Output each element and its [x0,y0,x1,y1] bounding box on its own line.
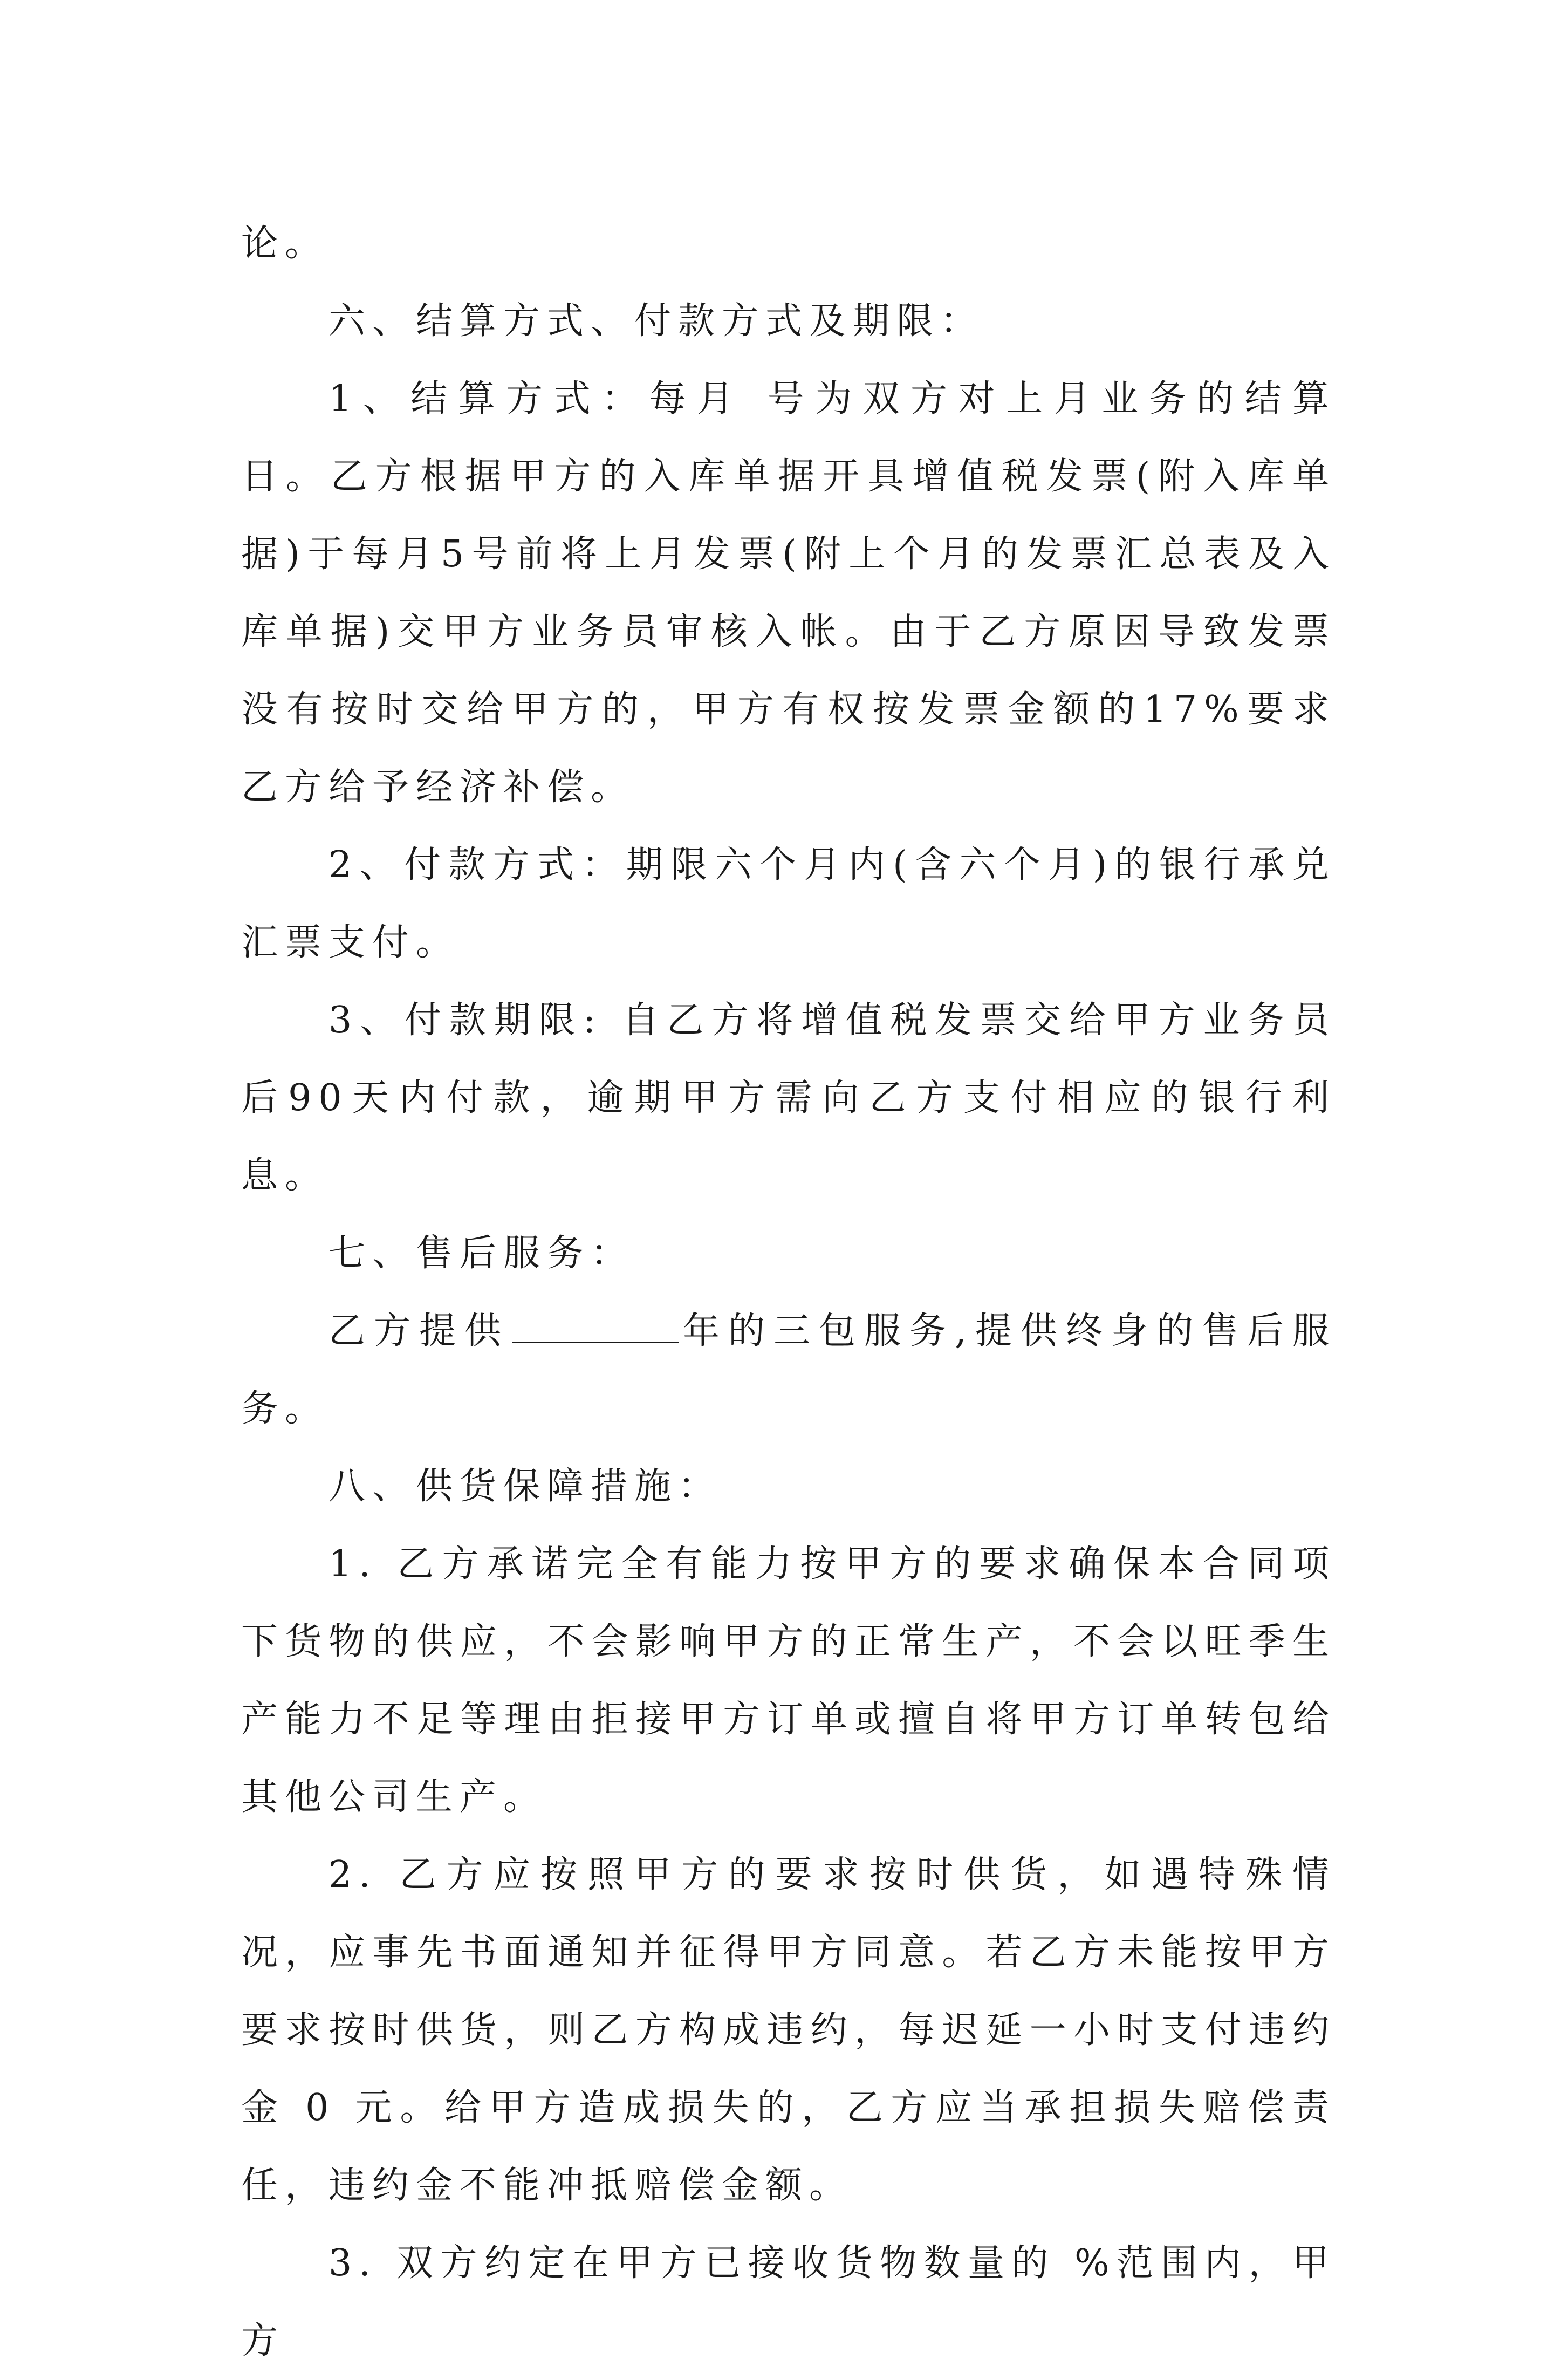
after-sales-paragraph [241,1292,1336,1448]
section-8-heading: 八、供货保障措施： [328,1465,722,1508]
payment-term-paragraph: 3、付款期限: 自乙方将增值税发票交给甲方业务员后90天内付款，逾期甲方需向乙方支付相应的银行利息。 [241,999,1336,1197]
contract-body [241,205,1336,2380]
after-sales-text-before: 乙方提供 [328,1310,510,1352]
continued-line: 论。 [241,222,329,265]
section-6-heading: 六、结算方式、付款方式及期限： [328,300,984,343]
payment-method-paragraph: 2、付款方式：期限六个月内(含六个月)的银行承兑汇票支付。 [241,844,1336,964]
supply-guarantee-paragraph-2: 2. 乙方应按照甲方的要求按时供货，如遇特殊情况，应事先书面通知并征得甲方同意。若乙方未能按甲方要求按时供货，则乙方构成违约，每迟延一小时支付违约金 0 元。给甲方造成损失的，乙方应当承担损失赔偿责任，违约金不能冲抵赔偿金额。 [241,1854,1336,2207]
section-7-heading: 七、售后服务： [328,1232,635,1275]
settlement-method-paragraph: 1、结算方式：每月 号为双方对上月业务的结算日。乙方根据甲方的入库单据开具增值税发票(附入库单据)于每月5号前将上月发票(附上个月的发票汇总表及入库单据)交甲方业务员审核入帐。由于乙方原因导致发票没有按时交给甲方的，甲方有权按发票金额的17%要求乙方给予经济补偿。 [241,378,1336,809]
supply-guarantee-paragraph-1: 1. 乙方承诺完全有能力按甲方的要求确保本合同项下货物的供应，不会影响甲方的正常生产，不会以旺季生产能力不足等理由拒接甲方订单或擅自将甲方订单转包给其他公司生产。 [241,1543,1336,1818]
after-sales-text-after: 年的三包服务,提供终身的售后服务。 [241,1310,1336,1430]
supply-guarantee-paragraph-3: 3. 双方约定在甲方已接收货物数量的 %范围内，甲方 [241,2242,1336,2362]
fill-in-blank [512,1309,679,1343]
